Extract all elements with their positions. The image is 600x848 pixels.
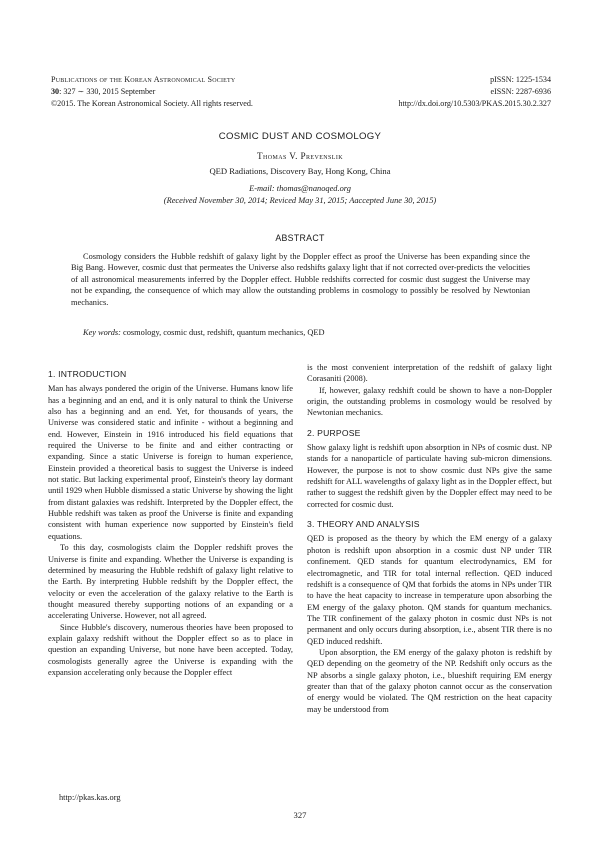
author-affiliation: QED Radiations, Discovery Bay, Hong Kong, China: [209, 166, 391, 176]
volume-pages-date: : 327 ∼ 330, 2015 September: [59, 87, 156, 96]
intro-paragraph-3-continued: is the most convenient interpretation of the redshift of galaxy light Corasaniti (2008).: [307, 363, 552, 384]
section-theory-heading: 3. THEORY AND ANALYSIS: [307, 519, 420, 530]
footer-url[interactable]: http://pkas.kas.org: [59, 793, 121, 802]
author-email[interactable]: E-mail: thomas@nanoqed.org: [249, 184, 351, 193]
pissn: pISSN: 1225-1534: [490, 75, 551, 84]
journal-header-left: [51, 74, 253, 110]
eissn: eISSN: 2287-6936: [490, 87, 551, 96]
theory-paragraph-1: QED is proposed as the theory by which the EM energy of a galaxy photon is redshift upon absorption in a cosmic dust NP under TIR confinement. QED stands for quantum electrodynamics, EM for electromagnetic, and TIR for total internal reflection. QED induced redshift is a consequence of QM that forbids the atoms in NPs under TIR to have the heat capacity to increase in temperature upon absorbing the EM energy of the galaxy photon. QM stands for quantum mechanics. The TIR confinement of the galaxy photon in cosmic dust NPs is not permanent and only occurs during absorption, i.e., absent TIR there is no QED induced redshift.: [307, 534, 552, 646]
right-column: [307, 362, 552, 715]
section-purpose-heading: 2. PURPOSE: [307, 427, 361, 438]
purpose-paragraph: Show galaxy light is redshift upon absorption in NPs of cosmic dust. NP stands for a nanoparticle of particulate having sub-micron dimensions. However, the purpose is not to show cosmic dust NPs give the same redshift for ALL wavelengths of galaxy light as in the Doppler effect, but rather to suggest the redshift given by the Doppler effect may need to be corrected for cosmic dust.: [307, 443, 552, 509]
doi-link[interactable]: http://dx.doi.org/10.5303/PKAS.2015.30.2.327: [398, 99, 551, 108]
volume-info: [51, 86, 253, 98]
journal-name: Publications of the Korean Astronomical Society: [51, 75, 236, 84]
intro-paragraph-3: Since Hubble's discovery, numerous theories have been proposed to explain galaxy redshift without the Doppler effect so as to place in question an expanding Universe, but none have been accepted. Today, cosmologists generally agree the Universe is expanding with the expansion accelerating only because the Doppler effect: [48, 622, 293, 677]
copyright-notice: ©2015. The Korean Astronomical Society. All rights reserved.: [51, 99, 253, 108]
keywords: [83, 327, 530, 338]
page-number: 327: [293, 810, 307, 820]
paper-author: Thomas V. Prevenslik: [257, 151, 343, 161]
paper-title: COSMIC DUST AND COSMOLOGY: [218, 131, 382, 142]
intro-paragraph-1: Man has always pondered the origin of the Universe. Humans know life has a beginning and an end, and it is only natural to think the Universe also has a beginning and an end. Yet, for thousands of years, the Universe was considered static and infinite - without a beginning and end. However, Einstein in 1916 introduced his field equations that required the Universe to be finite and and either contracting or expanding. Since a static Universe is foreign to human experience, Einstein provided a theoretical basis to suggest the Universe is indeed not static. But lacking experimental proof, Einstein's theory lay dormant until 1929 when Hubble dismissed a static Universe by showing the light from distant galaxies was redshift. Interpreted by the Doppler effect, the Hubble redshift was taken as proof the Universe is finite and expanding consistent with human experience now supported by Einstein's field equations.: [48, 384, 293, 541]
theory-paragraph-2: Upon absorption, the EM energy of the galaxy photon is redshift by QED depending on the geometry of the NP. Redshift only occurs as the NP absorbs a single galaxy photon, i.e., blueshift requiring EM energy greater than that of the galaxy photon cannot occur as the conservation of energy would be violated. The QM restriction on the heat capacity may be understood from: [307, 647, 552, 714]
received-dates: (Received November 30, 2014; Reviced May 31, 2015; Aaccepted June 30, 2015): [163, 196, 437, 205]
intro-paragraph-2: To this day, cosmologists claim the Doppler redshift proves the Universe is finite and expanding. Whether the Universe is expanding is determined by measuring the Hubble redshift of galaxy light relative to the Earth. By interpreting Hubble redshift by the Doppler effect, the velocity or even the acceleration of the galaxy relative to the Earth is thought measured thereby supporting notions of an expanding or a accelerating Universe. However, not all agreed.: [48, 543, 293, 621]
abstract-text: Cosmology considers the Hubble redshift of galaxy light by the Doppler effect as proof the Universe has been expanding since the Big Bang. However, cosmic dust that permeates the Universe also redshifts galaxy light that if not corrected over-predicts the velocities of all astronomical measurements inferred by the Doppler effect. Hubble redshifts corrected for cosmic dust suggest the Universe may not be expanding, the consequence of which may allow the outstanding problems in cosmology to possibly be resolved by Newtonian mechanics.: [71, 252, 530, 307]
keywords-label: Key words:: [83, 328, 121, 337]
keywords-list: cosmology, cosmic dust, redshift, quantum mechanics, QED: [123, 328, 325, 337]
volume-number: 30: [51, 87, 60, 96]
intro-paragraph-4: If, however, galaxy redshift could be shown to have a non-Doppler origin, the outstanding problems in cosmology would be resolved by Newtonian mechanics.: [307, 385, 552, 418]
left-column: [48, 369, 293, 678]
section-introduction-heading: 1. INTRODUCTION: [48, 369, 127, 379]
abstract-heading: ABSTRACT: [275, 233, 325, 243]
journal-header-right: [398, 74, 551, 110]
